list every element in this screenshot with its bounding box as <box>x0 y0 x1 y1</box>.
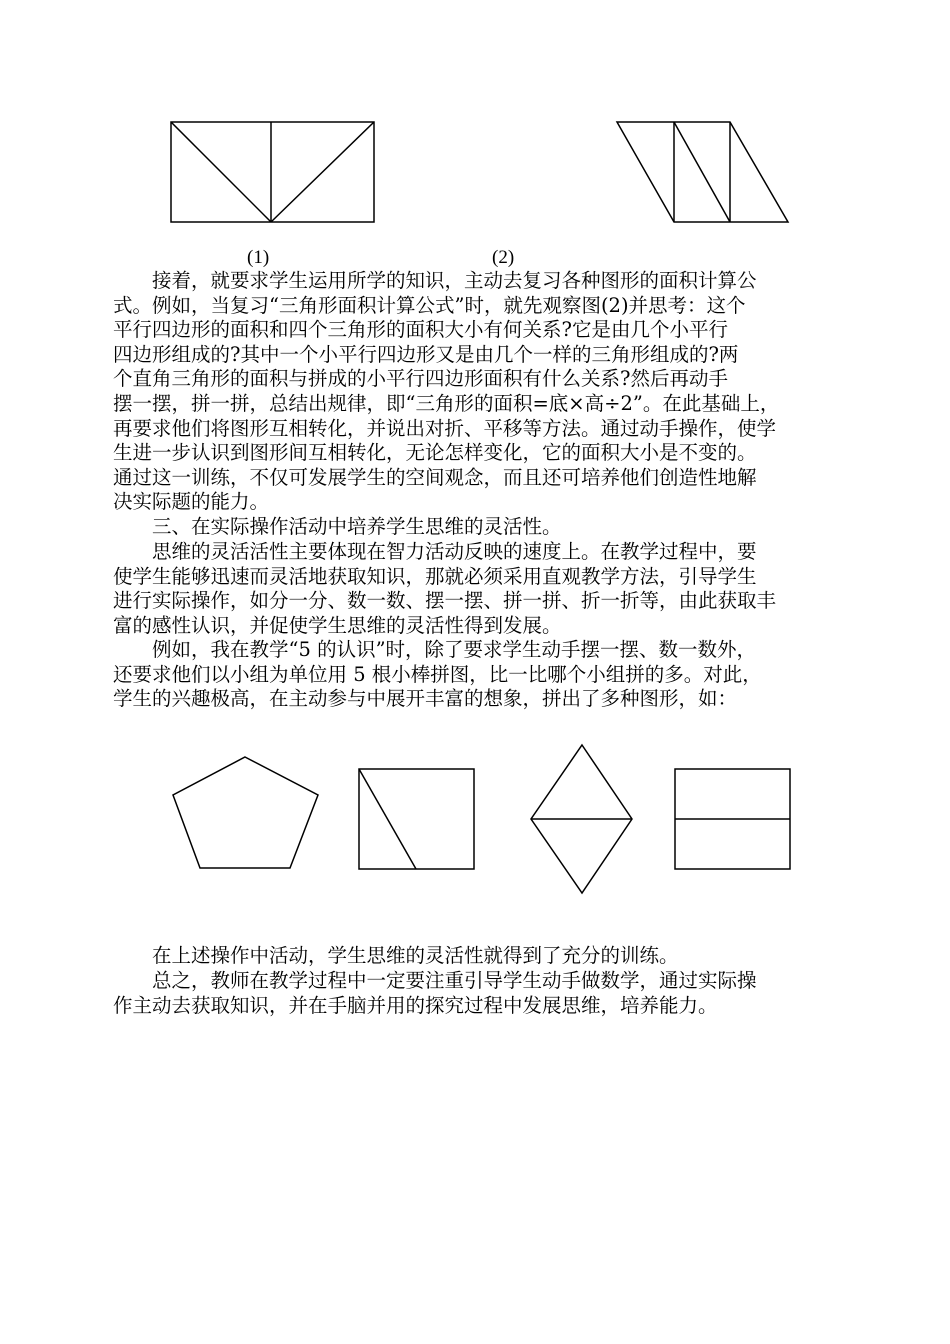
text-line: 式。例如，当复习“三角形面积计算公式”时，就先观察图(2)并思考：这个 <box>113 293 746 317</box>
text-line: 总之，教师在教学过程中一定要注重引导学生动手做数学，通过实际操 <box>152 969 757 992</box>
paragraph-training <box>113 944 853 969</box>
text-line: 通过这一训练，不仅可发展学生的空间观念，而且还可培养他们创造性地解 <box>113 465 757 489</box>
text-line: 在上述操作中活动，学生思维的灵活性就得到了充分的训练。 <box>152 944 679 967</box>
text-line: 摆一摆，拼一拼，总结出规律，即“三角形的面积=底×高÷2”。在此基础上， <box>113 391 780 415</box>
figure-rectangle-divided <box>670 764 795 874</box>
text-line: 思维的灵活活性主要体现在智力活动反映的速度上。在教学过程中，要 <box>152 540 757 563</box>
text-line: 学生的兴趣极高，在主动参与中展开丰富的想象，拼出了多种图形，如： <box>113 687 738 711</box>
text-line: 使学生能够迅速而灵活地获取知识，那就必须采用直观教学方法，引导学生 <box>113 564 757 588</box>
paragraph-area-formula <box>113 269 853 515</box>
text-line: 生进一步认识到图形间互相转化，无论怎样变化，它的面积大小是不变的。 <box>113 441 757 465</box>
text-line: 三、在实际操作活动中培养学生思维的灵活性。 <box>152 515 562 538</box>
paragraph-flexibility <box>113 540 853 638</box>
text-line: 再要求他们将图形互相转化，并说出对折、平移等方法。通过动手操作，使学 <box>113 416 777 440</box>
paragraph-example <box>113 638 853 712</box>
text-line: 还要求他们以小组为单位用 5 根小棒拼图，比一比哪个小组拼的多。对此， <box>113 662 762 686</box>
figure-rectangle-with-diagonal <box>354 764 479 874</box>
text-line: 平行四边形的面积和四个三角形的面积大小有何关系?它是由几个小平行 <box>113 318 728 342</box>
text-line: 接着，就要求学生运用所学的知识，主动去复习各种图形的面积计算公 <box>152 269 757 292</box>
figure-1-rectangle-triangles <box>165 117 380 227</box>
text-line: 作主动去获取知识，并在手脑并用的探究过程中发展思维，培养能力。 <box>113 993 718 1017</box>
figure-1-caption: (1) <box>247 247 270 268</box>
text-line: 个直角三角形的面积与拼成的小平行四边形面积有什么关系?然后再动手 <box>113 367 728 391</box>
text-line: 决实际题的能力。 <box>113 490 270 514</box>
text-line: 例如，我在教学“5 的认识”时，除了要求学生动手摆一摆、数一数外， <box>152 638 757 661</box>
text-line: 富的感性认识，并促使学生思维的灵活性得到发展。 <box>113 613 562 637</box>
figure-2-parallelogram-triangles <box>610 117 795 227</box>
section-heading <box>113 515 853 540</box>
figure-pentagon <box>168 752 323 874</box>
text-line: 四边形组成的?其中一个小平行四边形又是由几个一样的三角形组成的?两 <box>113 342 739 366</box>
paragraph-conclusion <box>113 969 853 1018</box>
figure-2-caption: (2) <box>492 247 515 268</box>
text-line: 进行实际操作，如分一分、数一数、摆一摆、拼一拼、折一折等，由此获取丰 <box>113 589 777 613</box>
figure-rhombus <box>526 740 638 898</box>
